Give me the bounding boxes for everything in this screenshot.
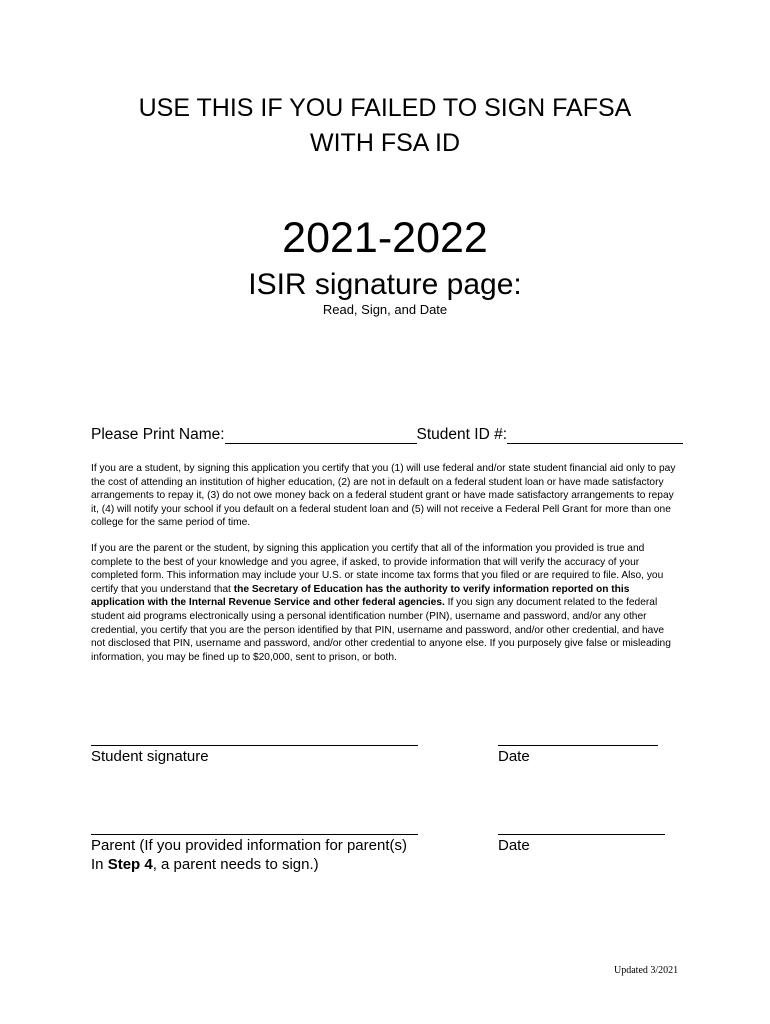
parent-label-step: Step 4 [107,856,153,873]
header-line-2: WITH FSA ID [310,129,460,157]
parent-label-line-1: Parent (If you provided information for parent(s) [91,837,407,854]
academic-year: 2021-2022 [282,214,488,262]
certification-text-2: If you sign any document related to the federal student aid programs electronically using a personal identification number (PIN), username and password, and/or any other credential, you certify that you are the person identified by that PIN, username and password, and/or other credential, and have not disclosed that PIN, username and password, and/or other credential to anyone else. If you purposely give false or misleading information, you may be fined up to $20,000, sent to prison, or both. [91,597,671,663]
student-id-blank[interactable] [507,428,683,444]
certification-bold-text: the Secretary of Education has the authority to verify information reported on this application with the Internal Revenue Service and other federal agencies. [91,583,630,609]
name-id-row [91,426,683,444]
parent-date-line[interactable] [498,834,665,835]
print-name-label: Please Print Name: [91,426,225,443]
student-signature-line[interactable] [91,745,418,746]
certification-text-1: If you are the parent or the student, by signing this application you certify that all of the information you provided is true and complete to the best of your knowledge and you agree, if asked, to provide information that will verify the accuracy of your completed form. This information may include your U.S. or state income tax forms that you filed or are required to file. Also, you certify that you understand that [91,543,664,595]
instruction-text: Read, Sign, and Date [322,302,448,317]
print-name-blank[interactable] [225,428,417,444]
header-line-1: USE THIS IF YOU FAILED TO SIGN FAFSA [138,94,632,122]
page-title: ISIR signature page: [248,268,522,301]
parent-signature-line[interactable] [91,834,418,835]
parent-label-suffix: , a parent needs to sign.) [152,856,319,873]
student-certification-paragraph: If you are a student, by signing this application you certify that you (1) will use federal and/or state student financial aid only to pay the cost of attending an institution of higher education, (2) are not in default on a federal student loan or have made satisfactory arrangements to repay it, (3) do not owe money back on a federal student grant or have made satisfactory arrangements to repay it, (4) will notify your school if you default on a federal student loan and (5) will not receive a Federal Pell Grant for more than one college for the same period of time. [91,463,676,529]
student-signature-label: Student signature [91,748,209,765]
parent-date-label: Date [498,837,530,854]
parent-signature-label [91,836,407,874]
student-id-label: Student ID #: [416,426,508,443]
parent-label-line-2 [91,855,407,874]
parent-label-prefix: In [91,856,108,873]
certification-paragraph [91,542,681,664]
student-date-line[interactable] [498,745,658,746]
updated-date: Updated 3/2021 [614,965,679,976]
student-date-label: Date [498,748,530,765]
